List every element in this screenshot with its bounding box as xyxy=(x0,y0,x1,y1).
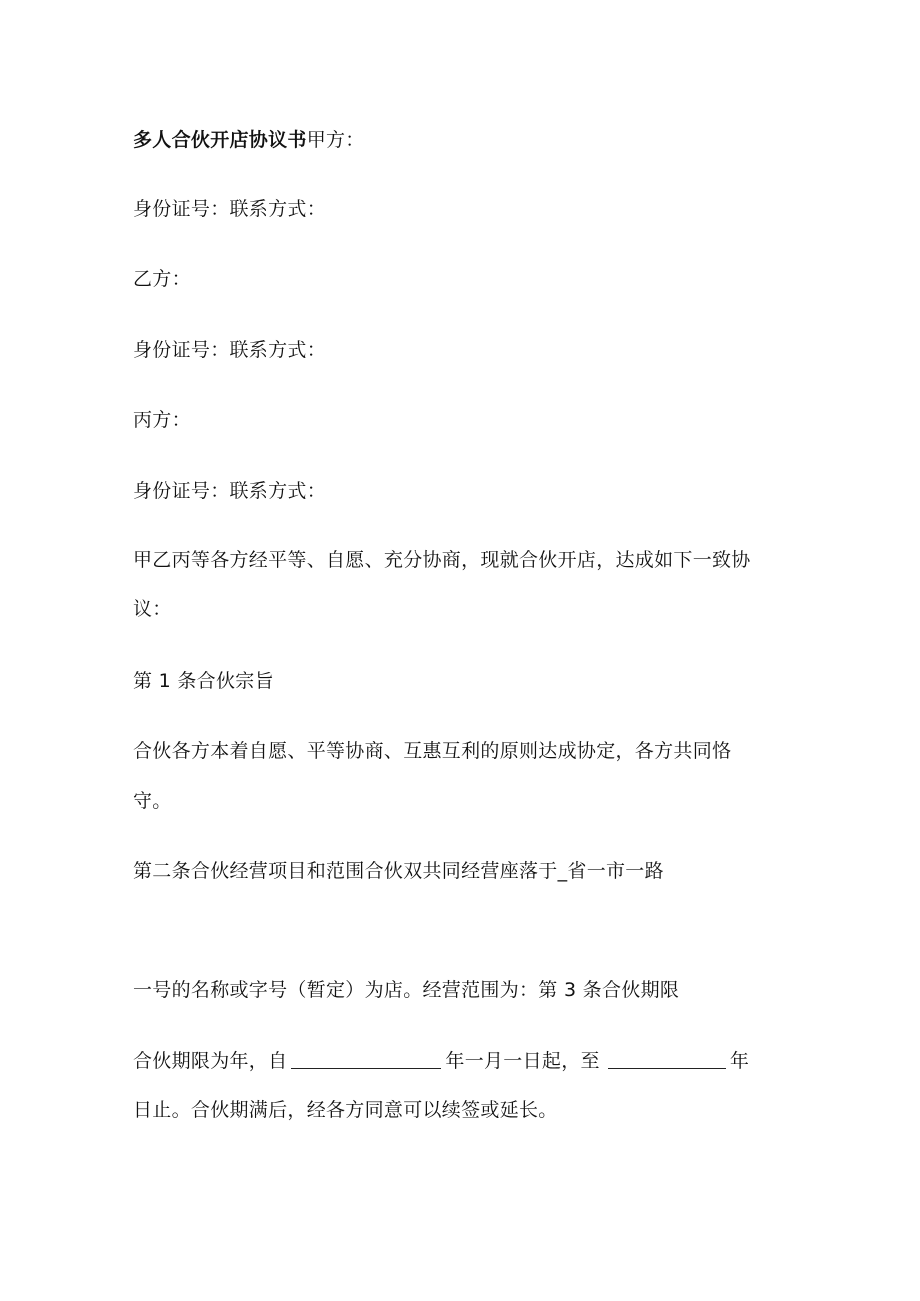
party-b-id-contact: 身份证号：联系方式： xyxy=(133,339,327,361)
start-year-blank xyxy=(291,1050,441,1069)
party-a-label: 甲方： xyxy=(306,129,365,151)
article3-text-part-2: 年一月一日起，至 xyxy=(445,1050,600,1072)
article3-text-part-1: 合伙期限为年，自 xyxy=(133,1050,288,1072)
article1-paragraph-line-2: 守。 xyxy=(133,790,172,812)
end-year-blank xyxy=(608,1050,726,1069)
article1-paragraph-line-1: 合伙各方本着自愿、平等协商、互惠互利的原则达成协定，各方共同恪 xyxy=(133,740,732,762)
document-title: 多人合伙开店协议书 xyxy=(133,129,307,151)
intro-paragraph-line-1: 甲乙丙等各方经平等、自愿、充分协商，现就合伙开店，达成如下一致协 xyxy=(133,549,751,571)
party-c-label: 丙方： xyxy=(133,409,191,431)
party-b-label: 乙方： xyxy=(133,268,191,290)
article3-paragraph-line-1 xyxy=(133,1049,749,1073)
intro-paragraph-line-2: 议： xyxy=(133,598,172,620)
article1-title: 第 1 条合伙宗旨 xyxy=(133,670,274,692)
article3-paragraph-line-2: 日止。合伙期满后，经各方同意可以续签或延长。 xyxy=(133,1099,558,1121)
article3-text-part-3: 年 xyxy=(729,1050,750,1072)
title-line xyxy=(133,128,365,152)
party-a-id-contact: 身份证号：联系方式： xyxy=(133,198,327,220)
party-c-id-contact: 身份证号：联系方式： xyxy=(133,480,327,502)
article2-paragraph-line-1: 第二条合伙经营项目和范围合伙双共同经营座落于_省一市一路 xyxy=(133,860,664,882)
article2-paragraph-line-2: 一号的名称或字号（暂定）为店。经营范围为：第 3 条合伙期限 xyxy=(133,979,680,1001)
